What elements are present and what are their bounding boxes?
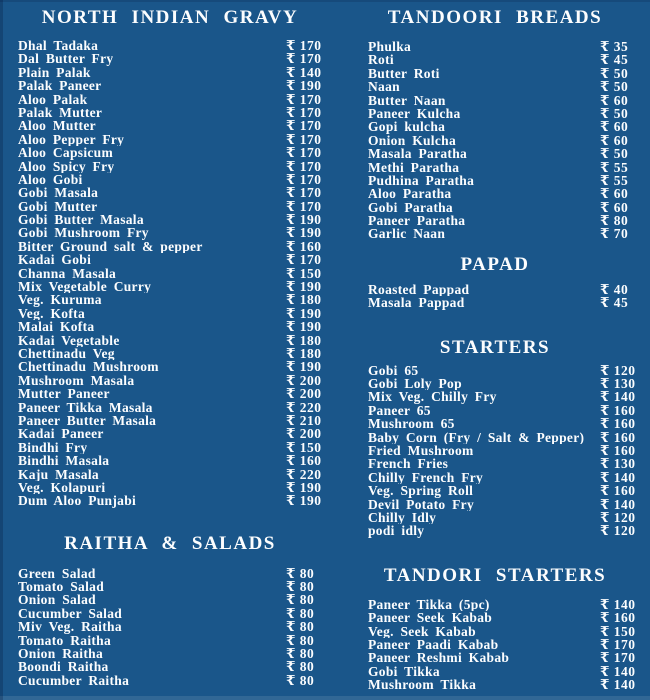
menu-item-price: ₹ 160 bbox=[600, 402, 636, 418]
menu-item-name: Roasted Pappad bbox=[368, 282, 470, 297]
menu-item-row bbox=[340, 227, 650, 240]
menu-item-name: Plain Palak bbox=[18, 65, 91, 80]
menu-item-row bbox=[0, 427, 340, 440]
menu-section bbox=[340, 538, 650, 692]
menu-item-name: Onion Kulcha bbox=[368, 133, 457, 148]
menu-item-name: Gobi 65 bbox=[368, 363, 419, 378]
menu-item-row bbox=[0, 620, 340, 633]
menu-item-name: Gobi Paratha bbox=[368, 200, 453, 215]
menu-item-price: ₹ 60 bbox=[600, 132, 629, 148]
menu-item-price: ₹ 160 bbox=[286, 453, 322, 469]
menu-item-price: ₹ 40 bbox=[600, 281, 629, 297]
section-title: TANDOORI BREADS bbox=[387, 7, 603, 28]
menu-item-price: ₹ 60 bbox=[600, 186, 629, 202]
menu-item-row bbox=[340, 665, 650, 678]
menu-item-row bbox=[0, 200, 340, 213]
menu-item-row bbox=[0, 119, 340, 132]
menu-item-name: Kaju Masala bbox=[18, 467, 99, 481]
menu-item-name: Paneer Kulcha bbox=[368, 106, 461, 121]
menu-item-price: ₹ 170 bbox=[286, 104, 322, 120]
menu-item-name: Channa Masala bbox=[18, 266, 117, 281]
menu-item-name: Cucumber Salad bbox=[18, 606, 123, 621]
menu-item-row bbox=[340, 471, 650, 484]
menu-item-row bbox=[340, 390, 650, 403]
menu-item-price: ₹ 140 bbox=[600, 389, 636, 405]
menu-item-price: ₹ 170 bbox=[286, 145, 322, 161]
menu-item-price: ₹ 210 bbox=[286, 412, 322, 428]
menu-item-name: Chilly French Fry bbox=[368, 470, 484, 485]
menu-item-name: Gobi Mushroom Fry bbox=[18, 226, 149, 240]
menu-item-name: Pudhina Paratha bbox=[368, 173, 475, 188]
menu-item-price: ₹ 60 bbox=[600, 199, 629, 215]
menu-section bbox=[0, 508, 340, 688]
menu-item-name: Bindhi Fry bbox=[18, 440, 88, 455]
menu-item-name: Boondi Raitha bbox=[18, 660, 109, 674]
menu-item-price: ₹ 70 bbox=[600, 226, 629, 242]
menu-item-row bbox=[340, 444, 650, 457]
menu-item-price: ₹ 190 bbox=[286, 78, 322, 94]
menu-item-row bbox=[340, 364, 650, 377]
menu-item-price: ₹ 170 bbox=[286, 171, 322, 187]
menu-item-price: ₹ 190 bbox=[286, 305, 322, 321]
menu-item-price: ₹ 50 bbox=[600, 79, 629, 95]
menu-item-row bbox=[340, 651, 650, 664]
menu-item-price: ₹ 190 bbox=[286, 479, 322, 495]
menu-item-price: ₹ 160 bbox=[600, 483, 636, 499]
menu-item-price: ₹ 150 bbox=[286, 265, 322, 281]
menu-item-row bbox=[340, 80, 650, 93]
menu-item-row bbox=[0, 66, 340, 79]
menu-item-price: ₹ 200 bbox=[286, 426, 322, 442]
menu-item-row bbox=[0, 387, 340, 400]
menu-item-name: Naan bbox=[368, 80, 400, 94]
menu-section bbox=[0, 0, 340, 508]
menu-item-name: Gobi Mutter bbox=[18, 199, 98, 214]
menu-item-row bbox=[0, 186, 340, 199]
menu-item-price: ₹ 170 bbox=[286, 51, 322, 67]
menu-item-row bbox=[340, 457, 650, 470]
menu-item-name: Paneer 65 bbox=[368, 403, 431, 418]
menu-item-price: ₹ 180 bbox=[286, 332, 322, 348]
menu-item-name: Veg. Kuruma bbox=[18, 293, 102, 307]
menu-item-name: Aloo Palak bbox=[18, 92, 88, 106]
menu-item-name: Kadai Vegetable bbox=[18, 333, 120, 347]
menu-item-price: ₹ 80 bbox=[286, 646, 315, 662]
menu-item-row bbox=[0, 79, 340, 92]
menu-item-row bbox=[0, 454, 340, 467]
menu-item-row bbox=[0, 307, 340, 320]
menu-item-name: Devil Potato Fry bbox=[368, 497, 475, 511]
menu-item-row bbox=[340, 161, 650, 174]
menu-section bbox=[340, 241, 650, 310]
menu-item-row bbox=[340, 377, 650, 390]
menu-item-row bbox=[0, 280, 340, 293]
menu-item-name: Aloo Gobi bbox=[18, 172, 83, 187]
menu-item-row bbox=[340, 511, 650, 524]
menu-item-price: ₹ 60 bbox=[600, 119, 629, 135]
menu-item-row bbox=[340, 296, 650, 309]
menu-item-price: ₹ 170 bbox=[600, 650, 636, 666]
menu-item-row bbox=[0, 293, 340, 306]
menu-item-price: ₹ 160 bbox=[600, 610, 636, 626]
menu-item-row bbox=[340, 120, 650, 133]
menu-item-row bbox=[0, 441, 340, 454]
menu-item-name: Aloo Spicy Fry bbox=[18, 159, 115, 173]
section-title: NORTH INDIAN GRAVY bbox=[41, 7, 299, 28]
menu-item-price: ₹ 170 bbox=[286, 91, 322, 107]
menu-item-row bbox=[340, 498, 650, 511]
menu-item-price: ₹ 80 bbox=[286, 632, 315, 648]
menu-item-name: Paneer Tikka Masala bbox=[18, 400, 153, 414]
section-title: TANDORI STARTERS bbox=[383, 564, 607, 586]
menu-item-name: Aloo Paratha bbox=[368, 187, 452, 201]
menu-item-row bbox=[340, 134, 650, 147]
menu-item-row bbox=[340, 107, 650, 120]
menu-item-name: Paneer Paratha bbox=[368, 214, 466, 228]
menu-section bbox=[340, 0, 650, 241]
menu-item-row bbox=[0, 494, 340, 507]
menu-item-name: Mix Veg. Chilly Fry bbox=[368, 390, 497, 404]
menu-item-price: ₹ 80 bbox=[286, 619, 315, 635]
menu-item-row bbox=[340, 431, 650, 444]
menu-item-name: Gobi Butter Masala bbox=[18, 213, 144, 227]
menu-item-price: ₹ 35 bbox=[600, 39, 629, 54]
menu-item-price: ₹ 160 bbox=[600, 416, 636, 432]
menu-item-name: Veg. Kofta bbox=[18, 306, 85, 321]
menu-item-price: ₹ 170 bbox=[286, 118, 322, 134]
menu-item-row bbox=[340, 201, 650, 214]
menu-item-price: ₹ 200 bbox=[286, 372, 322, 388]
menu-item-price: ₹ 170 bbox=[286, 252, 322, 268]
menu-item-row bbox=[0, 674, 340, 687]
menu-item-price: ₹ 170 bbox=[286, 198, 322, 214]
menu-item-price: ₹ 50 bbox=[600, 146, 629, 162]
menu-item-name: Onion Salad bbox=[18, 593, 96, 607]
menu-item-row bbox=[0, 52, 340, 65]
menu-item-price: ₹ 220 bbox=[286, 466, 322, 482]
menu-item-row bbox=[340, 40, 650, 53]
menu-item-row bbox=[0, 401, 340, 414]
menu-item-name: Aloo Mutter bbox=[18, 119, 96, 133]
menu-item-name: Veg. Spring Roll bbox=[368, 484, 474, 498]
menu-item-name: Mushroom Masala bbox=[18, 373, 135, 388]
menu-item-row bbox=[340, 417, 650, 430]
menu-item-row bbox=[340, 638, 650, 651]
menu-item-row bbox=[340, 174, 650, 187]
menu-item-name: Garlic Naan bbox=[368, 227, 446, 241]
menu-item-name: Palak Mutter bbox=[18, 105, 103, 120]
menu-item-name: Roti bbox=[368, 53, 394, 67]
menu-item-row bbox=[0, 160, 340, 173]
menu-item-price: ₹ 190 bbox=[286, 493, 322, 509]
menu-item-name: Gobi Loly Pop bbox=[368, 377, 462, 391]
menu-item-name: Veg. Seek Kabab bbox=[368, 624, 476, 638]
menu-item-name: Paneer Paadi Kabab bbox=[368, 637, 499, 652]
menu-item-row bbox=[340, 147, 650, 160]
menu-item-name: Onion Raitha bbox=[18, 647, 103, 661]
menu-item-row bbox=[340, 625, 650, 638]
menu-item-price: ₹ 140 bbox=[600, 596, 636, 612]
menu-item-price: ₹ 80 bbox=[600, 213, 629, 229]
menu-item-row bbox=[0, 567, 340, 580]
menu-item-name: Miv Veg. Raitha bbox=[18, 620, 122, 634]
menu-item-price: ₹ 140 bbox=[600, 663, 636, 679]
menu-item-row bbox=[0, 253, 340, 266]
menu-item-price: ₹ 180 bbox=[286, 292, 322, 308]
menu-item-name: French Fries bbox=[368, 457, 449, 471]
menu-item-price: ₹ 55 bbox=[600, 159, 629, 175]
menu-item-name: Masala Pappad bbox=[368, 296, 465, 310]
menu-item-name: Paneer Butter Masala bbox=[18, 413, 157, 428]
menu-item-row bbox=[0, 146, 340, 159]
menu-item-row bbox=[0, 267, 340, 280]
menu-item-price: ₹ 190 bbox=[286, 212, 322, 228]
menu-item-name: Green Salad bbox=[18, 566, 96, 581]
menu-item-row bbox=[340, 611, 650, 624]
menu-item-price: ₹ 190 bbox=[286, 359, 322, 375]
menu-item-name: Kadai Paneer bbox=[18, 427, 104, 441]
menu-item-name: Methi Paratha bbox=[368, 160, 460, 174]
menu-item-name: Paneer Reshmi Kabab bbox=[368, 651, 510, 665]
menu-item-name: Tomato Raitha bbox=[18, 633, 112, 648]
menu-item-price: ₹ 190 bbox=[286, 279, 322, 295]
menu-item-price: ₹ 80 bbox=[286, 672, 315, 688]
menu-item-row bbox=[340, 678, 650, 691]
menu-item-price: ₹ 170 bbox=[286, 38, 322, 53]
menu-item-name: Dum Aloo Punjabi bbox=[18, 494, 137, 508]
menu-item-row bbox=[340, 404, 650, 417]
menu-item-price: ₹ 80 bbox=[286, 579, 315, 595]
menu-item-price: ₹ 50 bbox=[600, 105, 629, 121]
menu-item-name: Dal Butter Fry bbox=[18, 52, 114, 66]
menu-item-row bbox=[340, 94, 650, 107]
menu-item-row bbox=[0, 93, 340, 106]
section-title: STARTERS bbox=[439, 336, 551, 358]
menu-item-price: ₹ 120 bbox=[600, 362, 636, 378]
menu-item-name: Gopi kulcha bbox=[368, 120, 446, 134]
menu-item-name: Paneer Seek Kabab bbox=[368, 611, 493, 625]
menu-item-name: Dhal Tadaka bbox=[18, 39, 99, 53]
menu-item-price: ₹ 140 bbox=[600, 677, 636, 693]
menu-item-row bbox=[0, 468, 340, 481]
menu-item-row bbox=[0, 481, 340, 494]
menu-item-price: ₹ 220 bbox=[286, 399, 322, 415]
menu-item-name: Malai Kofta bbox=[18, 320, 95, 334]
menu-item-price: ₹ 80 bbox=[286, 605, 315, 621]
menu-item-row bbox=[0, 213, 340, 226]
menu-item-price: ₹ 150 bbox=[286, 439, 322, 455]
menu-item-name: Kadai Gobi bbox=[18, 253, 92, 267]
menu-item-price: ₹ 150 bbox=[600, 623, 636, 639]
menu-item-name: Mushroom 65 bbox=[368, 417, 455, 431]
menu-item-name: Bitter Ground salt & pepper bbox=[18, 239, 203, 254]
menu-item-price: ₹ 45 bbox=[600, 52, 629, 68]
menu-item-row bbox=[0, 39, 340, 52]
menu-item-price: ₹ 120 bbox=[600, 523, 636, 539]
menu-item-row bbox=[340, 484, 650, 497]
menu-item-name: Baby Corn (Fry / Salt & Pepper) bbox=[368, 430, 585, 444]
menu-item-name: Paneer Tikka (5pc) bbox=[368, 597, 490, 612]
menu-item-name: Veg. Kolapuri bbox=[18, 480, 106, 495]
menu-item-name: Tomato Salad bbox=[18, 580, 104, 594]
menu-item-name: Phulka bbox=[368, 40, 412, 54]
menu-item-name: Chettinadu Mushroom bbox=[18, 360, 159, 374]
menu-item-price: ₹ 80 bbox=[286, 659, 315, 675]
menu-item-name: Mushroom Tikka bbox=[368, 678, 477, 692]
menu-item-price: ₹ 170 bbox=[600, 636, 636, 652]
menu-item-row bbox=[0, 580, 340, 593]
menu-section bbox=[340, 310, 650, 538]
menu-item-price: ₹ 80 bbox=[286, 565, 315, 581]
menu-item-row bbox=[340, 67, 650, 80]
menu-item-row bbox=[0, 414, 340, 427]
menu-item-row bbox=[340, 524, 650, 537]
menu-item-row bbox=[0, 634, 340, 647]
menu-item-price: ₹ 200 bbox=[286, 386, 322, 402]
menu-item-name: Cucumber Raitha bbox=[18, 673, 130, 688]
menu-item-name: Butter Naan bbox=[368, 93, 446, 107]
menu-item-price: ₹ 160 bbox=[600, 442, 636, 458]
menu-item-price: ₹ 140 bbox=[286, 64, 322, 80]
menu-item-name: Gobi Masala bbox=[18, 186, 99, 200]
menu-item-price: ₹ 160 bbox=[600, 429, 636, 445]
menu-item-name: Gobi Tikka bbox=[368, 664, 440, 679]
menu-item-price: ₹ 130 bbox=[600, 376, 636, 392]
section-title: PAPAD bbox=[460, 253, 530, 275]
menu-item-name: Mutter Paneer bbox=[18, 387, 110, 401]
menu-item-row bbox=[0, 660, 340, 673]
menu-item-name: Aloo Pepper Fry bbox=[18, 132, 125, 147]
menu-item-name: Bindhi Masala bbox=[18, 454, 110, 468]
menu-item-row bbox=[0, 593, 340, 606]
menu-item-name: Palak Paneer bbox=[18, 79, 102, 93]
menu-item-price: ₹ 45 bbox=[600, 295, 629, 311]
menu-item-row bbox=[0, 173, 340, 186]
menu-item-row bbox=[0, 360, 340, 373]
menu-item-row bbox=[340, 283, 650, 296]
section-title: RAITHA & SALADS bbox=[64, 532, 276, 554]
menu-item-name: Aloo Capsicum bbox=[18, 146, 114, 160]
menu-item-name: Mix Vegetable Curry bbox=[18, 280, 152, 294]
menu-item-price: ₹ 170 bbox=[286, 185, 322, 201]
menu-item-name: Butter Roti bbox=[368, 66, 440, 81]
menu-item-price: ₹ 160 bbox=[286, 238, 322, 254]
menu-item-name: podi idly bbox=[368, 524, 425, 538]
menu-item-row bbox=[0, 240, 340, 253]
menu-item-price: ₹ 190 bbox=[286, 225, 322, 241]
menu-item-row bbox=[0, 334, 340, 347]
menu-item-price: ₹ 140 bbox=[600, 469, 636, 485]
menu-column-right bbox=[340, 0, 650, 700]
menu-item-price: ₹ 140 bbox=[600, 496, 636, 512]
menu-item-price: ₹ 130 bbox=[600, 456, 636, 472]
menu-item-row bbox=[0, 226, 340, 239]
menu-item-name: Fried Mushroom bbox=[368, 443, 474, 458]
menu-item-price: ₹ 170 bbox=[286, 158, 322, 174]
menu-item-row bbox=[340, 187, 650, 200]
menu-item-price: ₹ 60 bbox=[600, 92, 629, 108]
menu-item-row bbox=[0, 347, 340, 360]
menu-item-row bbox=[0, 320, 340, 333]
menu-item-row bbox=[0, 647, 340, 660]
menu-item-row bbox=[0, 106, 340, 119]
menu-item-price: ₹ 170 bbox=[286, 131, 322, 147]
menu-item-row bbox=[340, 214, 650, 227]
menu-item-name: Masala Paratha bbox=[368, 147, 468, 161]
menu-item-name: Chettinadu Veg bbox=[18, 346, 115, 361]
menu-item-price: ₹ 50 bbox=[600, 65, 629, 81]
menu-item-row bbox=[340, 598, 650, 611]
menu-item-row bbox=[0, 374, 340, 387]
menu-item-price: ₹ 55 bbox=[600, 172, 629, 188]
menu-item-price: ₹ 120 bbox=[600, 509, 636, 525]
menu-item-price: ₹ 190 bbox=[286, 319, 322, 335]
menu-item-price: ₹ 180 bbox=[286, 345, 322, 361]
menu-item-row bbox=[0, 133, 340, 146]
menu-item-row bbox=[0, 607, 340, 620]
menu-item-row bbox=[340, 53, 650, 66]
menu-item-name: Chilly Idly bbox=[368, 510, 437, 525]
menu-item-price: ₹ 80 bbox=[286, 592, 315, 608]
